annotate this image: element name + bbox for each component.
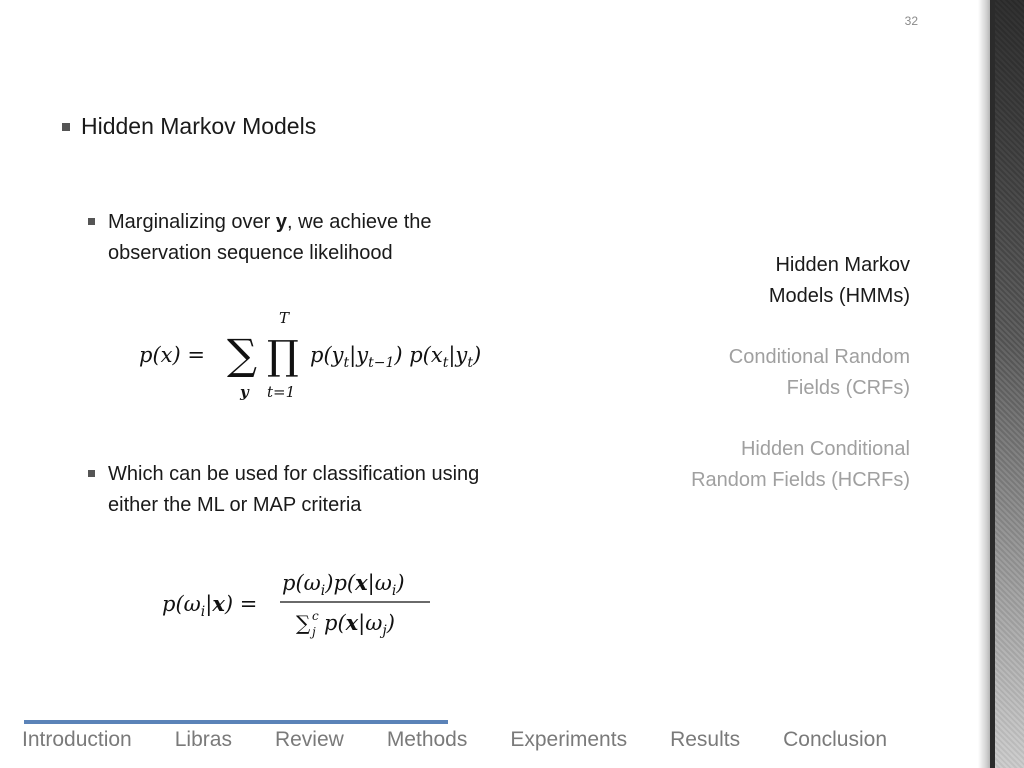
nav-conclusion[interactable]: Conclusion [783,728,888,751]
side-nav-hcrf[interactable]: Hidden Conditional Random Fields (HCRFs) [691,438,910,491]
bullet-square-icon [88,470,95,477]
nav-experiments[interactable]: Experiments [510,728,628,751]
bottom-nav [22,728,887,752]
svg-text:∑: ∑ [227,330,257,379]
nav-introduction[interactable]: Introduction [22,728,132,751]
bullet-text: Which can be used for classification using either the ML or MAP criteria [108,463,480,516]
side-nav-crf[interactable]: Conditional Random Fields (CRFs) [728,346,910,399]
svg-text:p(ωi|x) =: $p(\omega_i|x)$ = [162,591,258,620]
decorative-side-pattern [995,0,1024,768]
nav-results[interactable]: Results [670,728,741,751]
svg-text:∑: ∑ [296,611,311,635]
svg-text:p(ωi)p(x|ωi): $p(\omega_i)p(x|\omega_i)$ [282,570,405,599]
bullet-marginalizing [88,207,508,269]
svg-text:p(x) =: p(x) = [139,343,205,367]
svg-text:p(x|ωj): $p(x|\omega_j)$ [324,610,395,639]
heading-text: Hidden Markov Models [81,113,317,139]
posterior-formula [158,562,458,652]
svg-text:T: T [279,309,290,327]
svg-text:t=1: t=1 [267,383,296,401]
page-number: 32 [904,14,918,28]
bullet-square-icon [88,218,95,225]
bullet-text: Marginalizing over y, we achieve the observation sequence likelihood [108,211,432,264]
svg-text:∏: ∏ [267,333,299,379]
heading-bullet [62,113,316,140]
svg-text:p(yt|yt−1) p(xt|yt): $p(y_t|y_{t-1})$ $p(x_t|y_t)$ [310,343,482,371]
svg-text:j: j [312,625,316,639]
nav-review[interactable]: Review [274,728,344,751]
nav-progress-indicator [24,720,448,724]
nav-methods[interactable]: Methods [386,728,468,751]
svg-text:y: y [240,383,249,401]
likelihood-formula [135,305,535,405]
bullet-classification [88,459,508,521]
bullet-square-icon [62,123,70,131]
svg-text:c: c [312,609,319,623]
nav-libras[interactable]: Libras [174,728,232,751]
side-nav-hmm[interactable]: Hidden Markov Models (HMMs) [768,254,910,307]
